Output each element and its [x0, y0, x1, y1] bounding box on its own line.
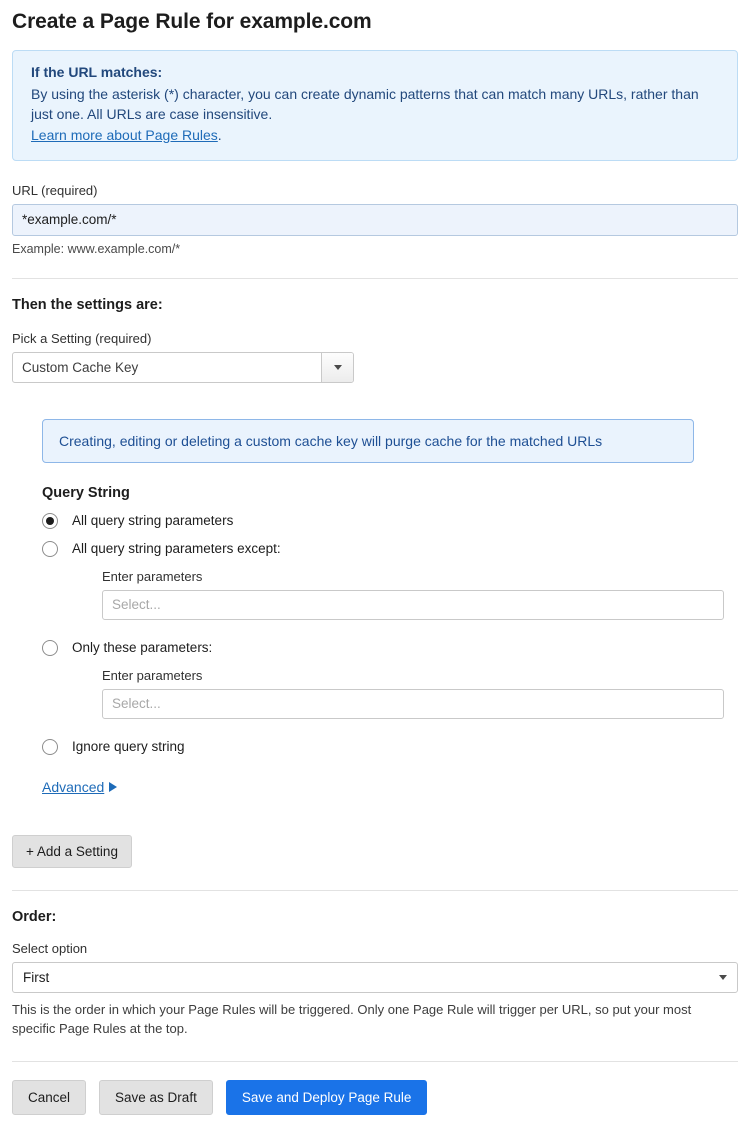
order-select[interactable] — [12, 962, 738, 993]
only-parameters-block — [102, 668, 738, 719]
except-parameters-block — [102, 569, 738, 620]
advanced-toggle[interactable] — [42, 779, 738, 795]
divider-settings — [12, 278, 738, 279]
only-parameters-label: Enter parameters — [102, 667, 203, 683]
query-string-title: Query String — [42, 484, 130, 501]
advanced-label[interactable]: Advanced — [42, 778, 105, 795]
setting-picker-arrow[interactable] — [321, 353, 353, 382]
triangle-right-icon — [109, 782, 117, 792]
order-select-value: First — [23, 969, 50, 985]
radio-label-only-these: Only these parameters: — [72, 640, 213, 656]
order-title: Order: — [12, 908, 57, 925]
info-box-heading: If the URL matches: — [31, 64, 163, 80]
page-title: Create a Page Rule for example.com — [12, 10, 372, 33]
setting-picker-value: Custom Cache Key — [22, 359, 139, 375]
radio-icon-ignore[interactable] — [42, 739, 58, 755]
except-parameters-label: Enter parameters — [102, 568, 203, 584]
radio-icon-only-these[interactable] — [42, 640, 58, 656]
divider-footer — [12, 1061, 738, 1062]
except-parameters-input[interactable] — [102, 590, 724, 620]
form-actions — [12, 1080, 738, 1131]
radio-icon-all-except[interactable] — [42, 541, 58, 557]
order-select-label: Select option — [12, 940, 88, 956]
only-parameters-input[interactable] — [102, 689, 724, 719]
save-and-deploy-button[interactable]: Save and Deploy Page Rule — [226, 1080, 428, 1115]
chevron-down-icon-order — [719, 975, 727, 980]
radio-ignore-query-string[interactable] — [42, 739, 738, 755]
add-setting-button[interactable]: + Add a Setting — [12, 835, 132, 868]
purge-cache-note: Creating, editing or deleting a custom cache key will purge cache for the matched URLs — [42, 419, 694, 463]
url-help-text: Example: www.example.com/* — [12, 241, 181, 256]
setting-picker-label: Pick a Setting (required) — [12, 330, 152, 346]
page-rule-form — [0, 10, 750, 1131]
order-help-text: This is the order in which your Page Rules will be triggered. Only one Page Rule will trigger per URL, so put your most specific Page Rules at the top. — [12, 1001, 692, 1037]
divider-order — [12, 890, 738, 891]
info-box-body — [31, 84, 719, 145]
chevron-down-icon — [334, 365, 342, 370]
info-box-link-suffix: . — [217, 126, 222, 143]
url-match-info-box — [12, 50, 738, 161]
custom-cache-key-panel — [42, 419, 738, 795]
url-input[interactable] — [12, 204, 738, 236]
cancel-button[interactable]: Cancel — [12, 1080, 86, 1115]
radio-label-ignore: Ignore query string — [72, 739, 185, 755]
url-field-label: URL (required) — [12, 182, 98, 198]
learn-more-link[interactable]: Learn more about Page Rules — [31, 126, 218, 143]
setting-picker-select[interactable] — [12, 352, 354, 383]
radio-only-these[interactable] — [42, 640, 738, 656]
info-box-text: By using the asterisk (*) character, you can create dynamic patterns that can match many URLs, rather than just one. All URLs are case insensitive. — [31, 86, 699, 123]
radio-all-query-string-parameters[interactable] — [42, 513, 738, 529]
radio-label-all-except: All query string parameters except: — [72, 541, 281, 557]
radio-all-except[interactable] — [42, 541, 738, 557]
save-as-draft-button[interactable]: Save as Draft — [99, 1080, 213, 1115]
settings-section-title: Then the settings are: — [12, 296, 163, 313]
radio-icon-all[interactable] — [42, 513, 58, 529]
radio-label-all: All query string parameters — [72, 513, 234, 529]
